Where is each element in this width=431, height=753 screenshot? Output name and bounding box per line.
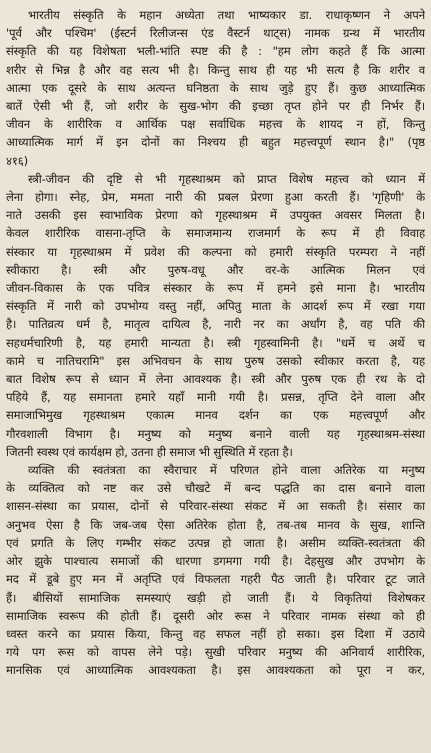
text-line: सहधर्मचारिणी है, यह हमारी मान्यता है। स्त्री गृहस्वामिनी है। "धर्मे च अर्थे च xyxy=(6,335,425,350)
text-line: संस्कृति की यह विशेषता भली-भांति स्पष्ट की है : "हम लोग कहते हैं कि आत्मा xyxy=(6,44,425,59)
text-line: जीवन-विकास के एक पवित्र संस्कार के रूप में हमने इसे माना है। भारतीय xyxy=(6,281,425,296)
text-line: गौरवशाली विभाग है। मनुष्य को मनुष्य बनाने वाली यह गृहस्थाश्रम-संस्था xyxy=(6,426,425,441)
text-line: के व्यक्तित्व को नष्ट कर उसे चौखटे में बन्द पद्धति का दास बनाने वाला xyxy=(6,481,425,496)
text-line: अनुभव ऐसा है कि जब-जब ऐसा अतिरेक होता है, तब-तब मानव के सुख, शान्ति xyxy=(6,517,425,532)
text-line: ४१६) xyxy=(6,153,29,168)
paragraph-1 xyxy=(6,6,425,170)
text-line: हैं। बीसियों सामाजिक समस्याएं खड़ी हो जाती हैं। ये विकृतियां विशेषकर xyxy=(6,590,425,605)
text-line: आध्यात्मिक मार्ग में इन दोनों का निश्चय ही बहुत महत्त्वपूर्ण स्थान है।" (पृष्ठ xyxy=(6,135,425,150)
paragraph-3 xyxy=(6,461,425,679)
text-line: शरीर से भिन्न है और वह सत्य भी है। किन्तु साथ ही यह भी सत्य है कि शरीर व xyxy=(6,62,425,77)
text-line: मद में डूबे हुए मन में अतृप्ति एवं विफलता गहरी पैठ जाती है। परिवार टूट जाते xyxy=(6,572,425,587)
text-line: संस्कार या गृहस्थाश्रम में प्रवेश की कल्पना को हमारी संस्कृति परम्परा ने नहीं xyxy=(6,244,425,259)
text-line: आत्मा एक दूसरे के साथ अत्यन्त घनिष्ठता के साथ जुड़े हुए हैं। कुछ आध्यात्मिक xyxy=(6,80,425,95)
text-line: संस्कृति में नारी को उपभोग्य वस्तु नहीं, अपितु माता के आदर्श रूप में रखा गया xyxy=(6,299,425,314)
text-line: कामे च नातिचरामि" इस अभिवचन के साथ पुरुष उसको स्वीकार करता है, यह xyxy=(6,353,425,368)
text-line: ओर झुके पाश्चात्य समाजों की धारणा डगमगा गयी है। देहसुख और उपभोग के xyxy=(6,554,425,569)
paragraph-2 xyxy=(6,170,425,461)
text-line: स्वीकारा है। स्त्री और पुरुष-वधू और वर-के आत्मिक मिलन एवं xyxy=(6,262,425,277)
text-line: है। पातिव्रत्य धर्म है, मातृत्व दायित्व है, नारी नर का अर्धांग है, वह पति की xyxy=(6,317,425,332)
text-line: मानसिक एवं आध्यात्मिक आवश्यकता है। इस आवश्यकता को पूरा न कर, xyxy=(6,663,425,678)
text-line: नाते उसकी इस स्वाभाविक प्रेरणा को गृहस्थाश्रम में उपयुक्त अवसर मिलता है। xyxy=(6,208,425,223)
text-line: बात विशेष रूप से ध्यान में लेना आवश्यक है। स्त्री और पुरुष एक ही रथ के दो xyxy=(6,372,425,387)
text-line: भारतीय संस्कृति के महान अध्येता तथा भाष्यकार डा. राधाकृष्णन ने अपने xyxy=(28,8,425,22)
text-line: समाजाभिमुख गृहस्थाश्रम एकात्म मानव दर्शन का एक महत्त्वपूर्ण और xyxy=(6,408,425,423)
text-line: व्यक्ति की स्वतंत्रता का स्वैराचार में परिणत होने वाला अतिरेक या मनुष्य xyxy=(28,463,425,478)
text-line: एवं प्रगति के लिए गम्भीर संकट उत्पन्न हो जाता है। असीम व्यक्ति-स्वतंत्रता की xyxy=(6,535,425,550)
text-line: लेना होगा। स्नेह, प्रेम, ममता नारी की प्रबल प्रेरणा हुआ करती हैं। 'गृहिणी' के xyxy=(6,190,425,205)
text-line: शासन-संस्था का प्रयास, दोनों से परिवार-संस्था संकट में आ सकती है। संसार का xyxy=(6,499,425,514)
text-line: केवल शारीरिक वासना-तृप्ति के समाजमान्य राजमार्ग के रूप में ही विवाह xyxy=(6,226,425,241)
text-line: 'पूर्व और पश्चिम' (ईस्टर्न रिलीजन्स एंड वैस्टर्न थाट्स) नामक ग्रन्थ में भारतीय xyxy=(6,26,425,41)
text-line: जीवन के शारीरिक व आर्थिक पक्ष सर्वाधिक महत्त्व के शायद न हों, किन्तु xyxy=(6,117,425,132)
text-line: बातें ऐसी भी हैं, जो शरीर के सुख-भोग की इच्छा तृप्त होने पर ही निर्भर हैं। xyxy=(6,99,425,114)
text-line: सामाजिक स्वरूप की होती हैं। दूसरी ओर रूस ने परिवार नामक संस्था को ही xyxy=(6,608,425,623)
text-line: ध्वस्त करने का प्रयास किया, किन्तु वह सफल नहीं हो सका। इस दिशा में उठाये xyxy=(6,626,425,641)
text-line: पहिये हैं, यह समानता हमारे यहाँ मानी गयी है। प्रसन्न, तृप्ति देने वाला और xyxy=(6,390,425,405)
text-line: जितनी स्वस्थ एवं कार्यक्षम हो, उतना ही समाज भी सुस्थिति में रहता है। xyxy=(6,444,293,459)
text-line: गये पग रूस को वापस लेने पड़े। सुखी परिवार मनुष्य की अनिवार्य शारीरिक, xyxy=(6,645,425,660)
text-line: स्त्री-जीवन की दृष्टि से भी गृहस्थाश्रम को प्राप्त विशेष महत्त्व को ध्यान में xyxy=(28,171,425,186)
